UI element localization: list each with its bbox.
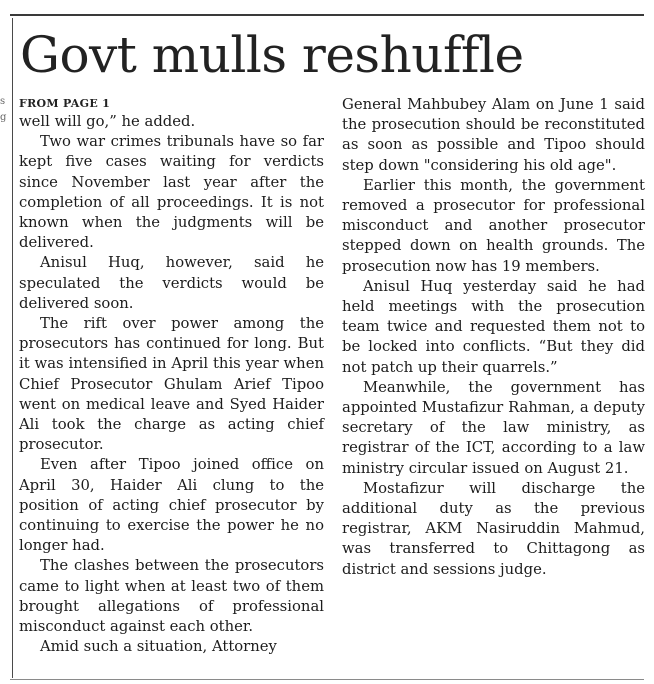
article-paragraph: Meanwhile, the government has appointed Mustafizur Rahman, a deputy secretary of the law ministry, as registrar of the ICT, according to a law ministry circular issued on August 21. [342,378,645,477]
article-paragraph: The rift over power among the prosecutors has continued for long. But it was intensified in April this year when Chief Prosecutor Ghulam Arief Tipoo went on medical leave and Syed Haider Ali took the charge as acting chief prosecutor. [19,315,324,454]
article-paragraph: General Mahbubey Alam on June 1 said the prosecution should be reconstituted as soon as possible and Tipoo should step down "considering his old age". [342,96,645,174]
article-column-right [342,95,645,580]
article-paragraph: well will go,” he added. [19,113,196,130]
left-column-rule [12,18,13,678]
continuation-label: FROM PAGE 1 [19,97,111,110]
article-paragraph: Amid such a situation, Attorney [40,638,277,656]
top-rule [10,14,644,16]
article-paragraph: Anisul Huq, however, said he speculated the verdicts would be delivered soon. [19,254,324,312]
article-paragraph: Mostafizur will discharge the additional duty as the previous registrar, AKM Nasiruddin Mahmud, was transferred to Chittagong as district and sessions judge. [342,479,645,578]
article-paragraph: Even after Tipoo joined office on April 30, Haider Ali clung to the position of acting chief prosecutor by continuing to exercise the power he no longer had. [19,456,324,555]
margin-fragment: g [0,112,7,123]
article-paragraph: Earlier this month, the government removed a prosecutor for professional misconduct and another prosecutor stepped down on health grounds. The prosecution now has 19 members. [342,176,645,275]
headline: Govt mulls reshuffle [20,26,524,84]
bottom-rule [10,679,644,680]
article-column-left [19,95,324,657]
article-paragraph: Two war crimes tribunals have so far kept five cases waiting for verdicts since November last year after the completion of all proceedings. It is not known when the judgments will be delivered. [19,133,324,252]
article-paragraph: The clashes between the prosecutors came to light when at least two of them brought allegations of professional misconduct against each other. [19,557,324,636]
margin-fragment: s [0,96,6,107]
article-paragraph: Anisul Huq yesterday said he had held meetings with the prosecution team twice and requested them not to be locked into conflicts. “But they did not patch up their quarrels.” [342,277,645,376]
